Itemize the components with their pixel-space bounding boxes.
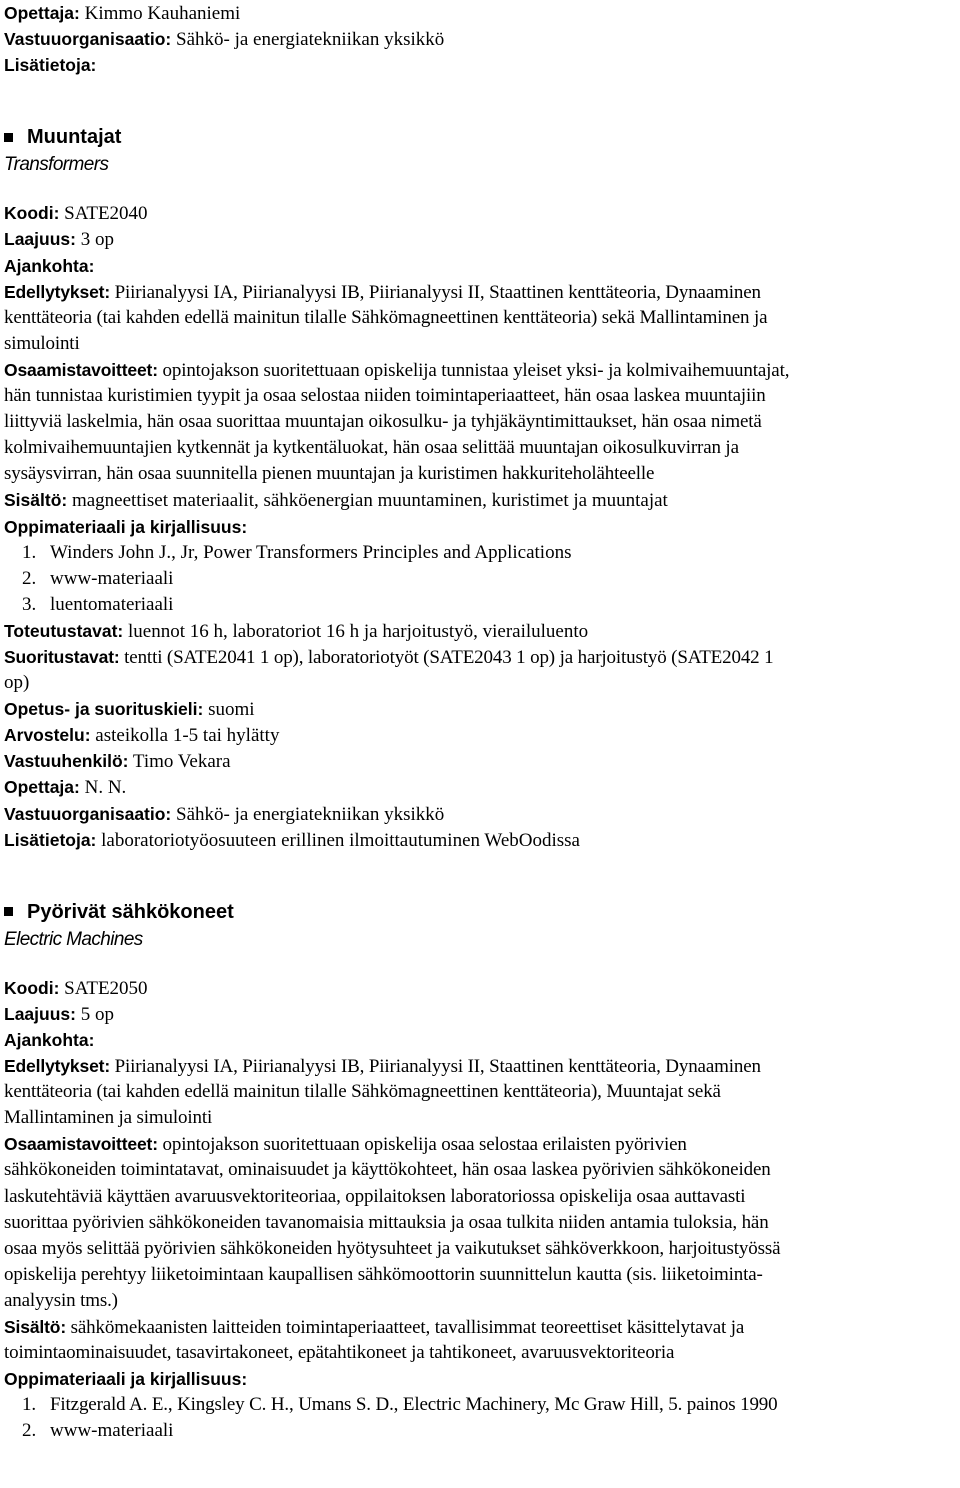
course-title-text: Muuntajat	[27, 126, 122, 149]
list-item	[4, 540, 950, 566]
prereq-row	[4, 279, 950, 305]
course-subtitle: Transformers	[4, 154, 109, 176]
literature-row	[4, 1366, 950, 1392]
field-label: Oppimateriaali ja kirjallisuus:	[4, 1369, 248, 1390]
text-line: sysäysvirran, hän osaa suunnitella pienen muuntajan ja kuristimen hakkuriteholähteelle	[4, 463, 655, 485]
field-value: tentti (SATE2041 1 op), laboratoriotyöt (SATE2043 1 op) ja harjoitustyö (SATE2042 1	[124, 646, 774, 668]
spacer	[4, 178, 950, 200]
field-label: Lisätietoja:	[4, 829, 97, 850]
field-label: Opettaja:	[4, 777, 80, 798]
text-line: toimintaominaisuudet, tasavirtakoneet, epätahtikoneet ja tahtikoneet, avaruusvektoriteoria	[4, 1342, 675, 1364]
field-value: Sähkö- ja energiatekniikan yksikkö	[176, 803, 445, 825]
list-number: 2.	[22, 1420, 37, 1442]
field-label: Lisätietoja:	[4, 55, 97, 76]
field-label: Vastuuorganisaatio:	[4, 29, 172, 50]
text-line: analyysin tms.)	[4, 1289, 118, 1311]
field-label: Suoritustavat:	[4, 646, 120, 667]
goals-row	[4, 357, 950, 383]
list-text: luentomateriaali	[50, 593, 174, 615]
grading-row	[4, 722, 950, 748]
bullet-square-icon	[4, 907, 13, 916]
text-line: Mallintaminen ja simulointi	[4, 1107, 213, 1129]
spacer	[4, 853, 950, 897]
field-value: magneettiset materiaalit, sähköenergian muuntaminen, kuristimet ja muuntajat	[71, 490, 668, 512]
list-text: www-materiaali	[50, 1420, 174, 1442]
field-label: Opettaja:	[4, 3, 80, 23]
text-line: simulointi	[4, 332, 80, 354]
course-title	[4, 122, 950, 152]
field-label: Oppimateriaali ja kirjallisuus:	[4, 516, 248, 537]
text-line: suorittaa pyörivien sähkökoneiden tavanomaisia mittauksia ja osaa tulkita niiden antamia tuloksia, hän	[4, 1211, 769, 1233]
text-line: kolmivaihemuuntajien kytkennät ja kytkentäluokat, hän osaa selittää muuntajan oikosulkuvirran ja	[4, 437, 739, 459]
course-title	[4, 897, 950, 927]
list-text: www-materiaali	[50, 567, 174, 589]
responsible-row	[4, 748, 950, 774]
text-line: opiskelija perehtyy liiketoimintaan kaupallisen sähkömoottorin suunnittelun kautta (sis. liiketoiminta-	[4, 1263, 763, 1285]
list-number: 1.	[22, 541, 37, 563]
field-label: Toteutustavat:	[4, 620, 124, 641]
text-line: hän tunnistaa kuristimien tyypit ja osaa selostaa niiden toimintaperiaatteet, hän osaa laskea muuntajiin	[4, 385, 766, 407]
field-label: Laajuus:	[4, 229, 76, 250]
field-value: asteikolla 1-5 tai hylätty	[95, 725, 280, 747]
field-label: Koodi:	[4, 977, 60, 998]
implementation-row	[4, 618, 950, 644]
list-item	[4, 566, 950, 592]
field-label: Vastuuorganisaatio:	[4, 803, 172, 824]
field-value: opintojakson suoritettuaan opiskelija osaa selostaa erilaisten pyörivien	[162, 1134, 687, 1156]
field-value: luennot 16 h, laboratoriot 16 h ja harjoitustyö, vierailuluento	[128, 620, 589, 642]
field-label: Sisältö:	[4, 490, 68, 511]
info-row	[4, 52, 950, 78]
text-line: kenttäteoria (tai kahden edellä mainitun tilalle Sähkömagneettinen kenttäteoria) sekä Mallintaminen ja	[4, 306, 768, 328]
bullet-square-icon	[4, 133, 13, 142]
text-line: osaa myös selittää pyörivien sähkökoneiden hyötysuhteet ja vaikutukset sähköverkkoon, harjoitustyössä	[4, 1237, 781, 1259]
text-line: kenttäteoria (tai kahden edellä mainitun tilalle Sähkömagneettinen kenttäteoria), Muuntajat sekä	[4, 1081, 721, 1103]
field-value: 3 op	[80, 229, 114, 251]
scope-row	[4, 1001, 950, 1027]
org-row	[4, 26, 950, 52]
course-subtitle: Electric Machines	[4, 928, 143, 950]
teacher-row	[4, 774, 950, 800]
field-value: Kimmo Kauhaniemi	[84, 3, 241, 24]
list-item	[4, 592, 950, 618]
teacher-row	[4, 0, 950, 26]
timing-row	[4, 253, 950, 279]
field-label: Ajankohta:	[4, 1030, 95, 1050]
field-label: Osaamistavoitteet:	[4, 1134, 158, 1155]
text-line: sähkökoneiden toimintatavat, ominaisuudet ja käyttökohteet, hän osaa laskea pyörivien sähkökoneiden	[4, 1159, 771, 1181]
list-text: Fitzgerald A. E., Kingsley C. H., Umans S. D., Electric Machinery, Mc Graw Hill, 5. painos 1990	[50, 1394, 778, 1416]
prereq-row	[4, 1053, 950, 1079]
field-value: SATE2040	[64, 203, 148, 225]
field-value: suomi	[208, 699, 255, 721]
field-label: Sisältö:	[4, 1317, 67, 1338]
list-number: 2.	[22, 567, 37, 589]
content-row	[4, 1314, 950, 1340]
document	[4, 0, 950, 1445]
language-row	[4, 696, 950, 722]
scope-row	[4, 226, 950, 252]
field-label: Edellytykset:	[4, 1056, 111, 1077]
field-label: Osaamistavoitteet:	[4, 359, 158, 380]
field-value: laboratoriotyöosuuteen erillinen ilmoittautuminen WebOodissa	[101, 829, 580, 851]
code-row	[4, 200, 950, 226]
field-label: Laajuus:	[4, 1003, 76, 1024]
field-value: 5 op	[80, 1003, 114, 1025]
list-item	[4, 1418, 950, 1444]
text-line: liittyviä laskelmia, hän osaa suorittaa muuntajan oikosulku- ja tyhjäkäyntimittaukset, hän osaa nimetä	[4, 411, 762, 433]
field-label: Arvostelu:	[4, 725, 91, 746]
field-value: opintojakson suoritettuaan opiskelija tunnistaa yleiset yksi- ja kolmivaihemuuntajat,	[162, 359, 790, 381]
code-row	[4, 975, 950, 1001]
list-number: 3.	[22, 593, 37, 615]
completion-row	[4, 644, 950, 670]
field-label: Ajankohta:	[4, 255, 95, 276]
field-value: Piirianalyysi IA, Piirianalyysi IB, Piirianalyysi II, Staattinen kenttäteoria, Dynaaminen	[114, 1056, 761, 1078]
field-label: Vastuuhenkilö:	[4, 751, 129, 772]
field-value: Sähkö- ja energiatekniikan yksikkö	[176, 29, 445, 51]
list-text: Winders John J., Jr, Power Transformers Principles and Applications	[50, 541, 572, 563]
goals-row	[4, 1131, 950, 1157]
info-row	[4, 827, 950, 853]
timing-row	[4, 1027, 950, 1053]
list-item	[4, 1392, 950, 1418]
list-number: 1.	[22, 1394, 36, 1416]
text-line: laskutehtäviä käyttäen avaruusvektoriteoriaa, oppilaitoksen laboratoriossa opiskelija osaa auttavasti	[4, 1185, 746, 1207]
field-value: Timo Vekara	[132, 751, 231, 773]
content-row	[4, 487, 950, 513]
field-value: SATE2050	[64, 977, 148, 999]
field-value: N. N.	[84, 777, 127, 799]
field-label: Edellytykset:	[4, 281, 111, 302]
text-line: op)	[4, 672, 30, 694]
field-label: Opetus- ja suorituskieli:	[4, 699, 204, 720]
course-title-text: Pyörivät sähkökoneet	[27, 900, 234, 923]
field-value: Piirianalyysi IA, Piirianalyysi IB, Piirianalyysi II, Staattinen kenttäteoria, Dynaaminen	[114, 281, 761, 303]
field-value: sähkömekaanisten laitteiden toimintaperiaatteet, tavallisimmat teoreettiset käsittelytavat ja	[70, 1317, 745, 1339]
field-label: Koodi:	[4, 203, 60, 224]
spacer	[4, 78, 950, 122]
spacer	[4, 953, 950, 975]
literature-row	[4, 514, 950, 540]
org-row	[4, 801, 950, 827]
